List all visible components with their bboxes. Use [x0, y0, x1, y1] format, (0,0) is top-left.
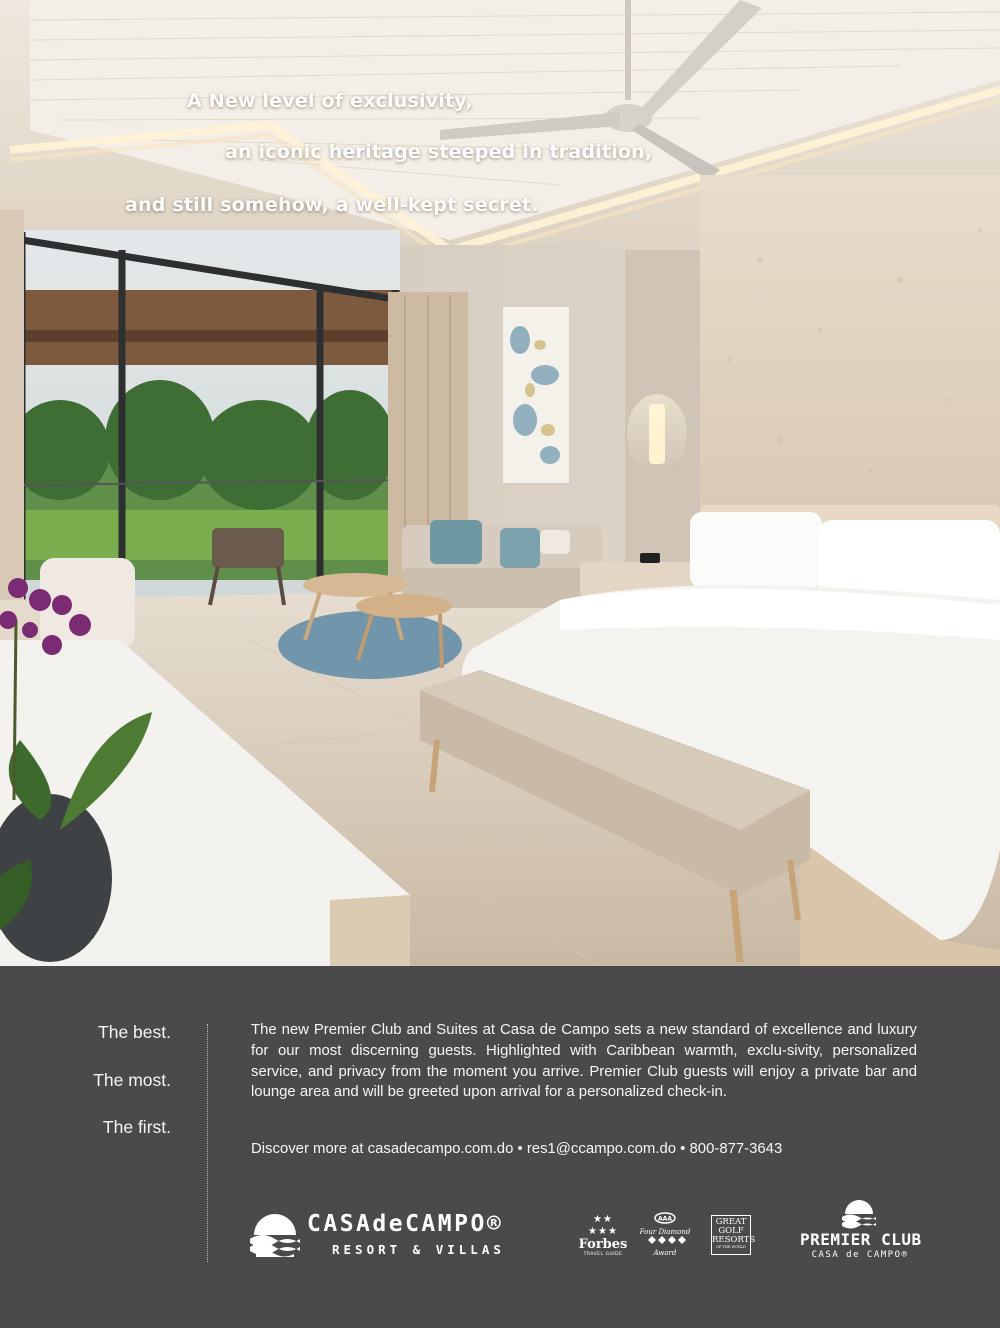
premier-club-subtitle: CASA de CAMPO® [811, 1250, 909, 1260]
casa-de-campo-logo [250, 1209, 530, 1261]
aaa-award-text: Four Diamond [639, 1228, 691, 1236]
premier-club-logo [800, 1197, 920, 1263]
forbes-award-logo [578, 1214, 628, 1258]
tagline-line-3: and still somehow, a well-kept secret. [125, 194, 539, 216]
motto-list [40, 1022, 171, 1165]
four-diamond-icon [638, 1210, 692, 1260]
casa-name: CASAdeCAMPO® [307, 1211, 504, 1237]
golf-line-1: GREAT [715, 1217, 747, 1227]
motto-most: The most. [93, 1069, 171, 1090]
svg-text:Award: Award [653, 1249, 677, 1257]
forbes-subtitle: TRAVEL GUIDE [583, 1252, 623, 1257]
aaa-four-diamond-logo [638, 1210, 692, 1260]
motto-best: The best. [98, 1022, 171, 1042]
premier-club-name: PREMIER CLUB [800, 1230, 922, 1249]
wave-sun-icon [842, 1197, 876, 1229]
dotted-divider [207, 1024, 208, 1262]
forbes-stars-icon: ★★ ★★★ [588, 1214, 618, 1237]
golf-line-2: GOLF [718, 1226, 744, 1236]
tagline-line-2: an iconic heritage steeped in tradition, [225, 141, 653, 163]
contact-line: Discover more at casadecampo.com.do • res1@ccampo.com.do • 800-877-3643 [251, 1141, 783, 1157]
tagline-line-1: A New level of exclusivity, [187, 90, 473, 112]
casa-subtitle: RESORT & VILLAS [332, 1242, 505, 1257]
body-copy: The new Premier Club and Suites at Casa de Campo sets a new standard of excellence and luxury for our most discerning guests. Highlighted with Caribbean warmth, exclu-sivity, personalized service, and privacy from the moment you arrive. Premier Club guests will enjoy a private bar and lounge area and will be greeted upon arrival for a personalized check-in. [251, 1022, 917, 1101]
svg-text:AAA: AAA [658, 1215, 672, 1223]
golf-line-3: RESORTS [712, 1235, 756, 1245]
golf-small: OF THE WORLD [716, 1245, 746, 1249]
forbes-name: Forbes [578, 1237, 628, 1252]
great-golf-resorts-logo [711, 1215, 756, 1255]
wave-sun-icon [250, 1209, 300, 1257]
info-panel [0, 966, 1000, 1328]
motto-first: The first. [102, 1117, 171, 1137]
